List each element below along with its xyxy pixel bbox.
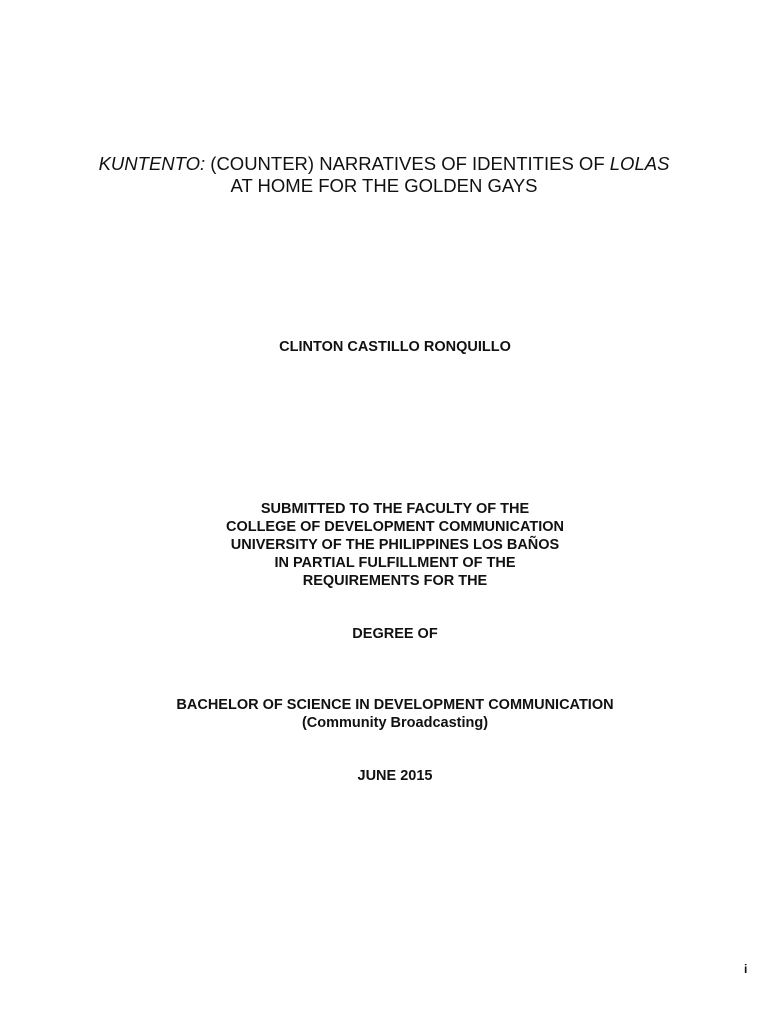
title-line-1	[0, 153, 768, 175]
degree-name: BACHELOR OF SCIENCE IN DEVELOPMENT COMMUNICATION	[176, 697, 614, 713]
degree-major: (Community Broadcasting)	[301, 715, 489, 731]
submission-line: COLLEGE OF DEVELOPMENT COMMUNICATION	[225, 519, 565, 535]
degree-of-label: DEGREE OF	[352, 626, 438, 642]
submission-line: IN PARTIAL FULFILLMENT OF THE	[274, 555, 516, 571]
submission-line: SUBMITTED TO THE FACULTY OF THE	[260, 501, 530, 517]
title-middle: (COUNTER) NARRATIVES OF IDENTITIES OF	[205, 153, 610, 174]
title-kuntento: KUNTENTO:	[98, 153, 206, 174]
submission-line: REQUIREMENTS FOR THE	[302, 573, 488, 589]
page-number: i	[744, 962, 748, 976]
title-line-2: AT HOME FOR THE GOLDEN GAYS	[230, 175, 538, 196]
title-lolas: LOLAS	[609, 153, 670, 174]
thesis-title	[0, 153, 768, 197]
degree-block	[0, 696, 768, 732]
submission-statement	[0, 500, 768, 590]
submission-line: UNIVERSITY OF THE PHILIPPINES LOS BAÑOS	[230, 537, 560, 553]
submission-date: JUNE 2015	[357, 768, 433, 784]
author-name: CLINTON CASTILLO RONQUILLO	[279, 339, 511, 355]
